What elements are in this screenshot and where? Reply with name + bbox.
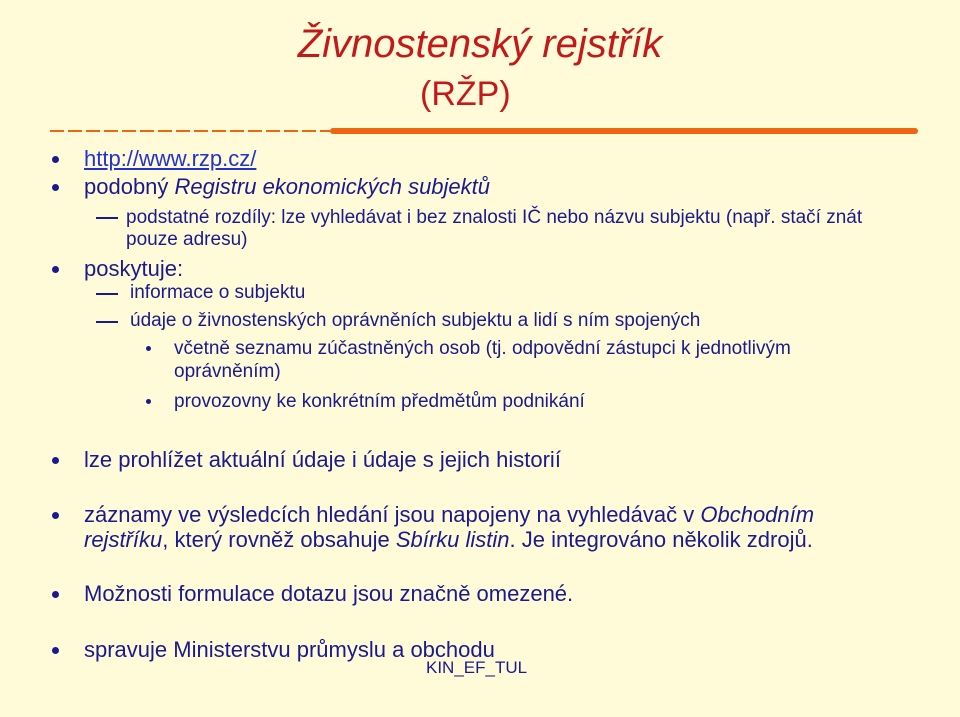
bullet-icon — [146, 399, 151, 404]
item-text: , který rovněž obsahuje — [162, 527, 396, 552]
dash-icon — [96, 293, 118, 295]
rzp-link[interactable]: http://www.rzp.cz/ — [84, 146, 257, 171]
sub-item-text: informace o subjektu — [130, 282, 306, 303]
item-text-italic: Sbírku listin — [395, 527, 510, 552]
item-text: . Je integrováno několik zdrojů. — [509, 527, 813, 552]
sub-item-text-cont: pouze adresu) — [126, 229, 248, 250]
list-item: poskytuje: — [84, 256, 184, 281]
sub-item-text: údaje o živnostenských oprávněních subjektu a lidí s ním spojených — [130, 310, 701, 331]
footer-label: KIN_EF_TUL — [426, 658, 528, 677]
item-text-italic: Obchodním — [700, 502, 815, 527]
bullet-icon — [52, 591, 59, 598]
sub-sub-item-text: provozovny ke konkrétním předmětům podnikání — [174, 391, 585, 412]
bullet-icon — [52, 184, 59, 191]
bullet-icon — [146, 346, 151, 351]
item-text: záznamy ve výsledcích hledání jsou napojeny na vyhledávač v — [84, 502, 701, 527]
bullet-icon — [52, 647, 59, 654]
list-item: lze prohlížet aktuální údaje i údaje s jejich historií — [84, 447, 561, 472]
slide-subtitle: (RŽP) — [420, 75, 511, 113]
item-text-italic: Registru ekonomických subjektů — [174, 174, 491, 199]
bullet-icon — [52, 457, 59, 464]
bullet-icon — [52, 156, 59, 163]
list-item — [84, 174, 490, 200]
sub-item-text: podstatné rozdíly: lze vyhledávat i bez znalosti IČ nebo názvu subjektu (např. stačí znát — [126, 207, 863, 228]
list-item — [84, 502, 814, 528]
item-text: podobný — [84, 174, 175, 199]
dash-icon — [96, 217, 118, 219]
title-divider — [330, 128, 918, 134]
item-text-italic: rejstříku — [84, 527, 163, 552]
list-item: Možnosti formulace dotazu jsou značně omezené. — [84, 581, 574, 606]
dash-icon — [96, 321, 118, 323]
sub-sub-item-text-cont: oprávněním) — [174, 361, 281, 382]
list-item-cont — [84, 527, 813, 553]
list-item — [84, 146, 256, 172]
sub-sub-item-text: včetně seznamu zúčastněných osob (tj. odpovědní zástupci k jednotlivým — [174, 338, 791, 359]
bullet-icon — [52, 512, 59, 519]
slide-title: Živnostenský rejstřík — [297, 22, 663, 66]
bullet-icon — [52, 266, 59, 273]
list-item: spravuje Ministerstvu průmyslu a obchodu — [84, 637, 495, 662]
